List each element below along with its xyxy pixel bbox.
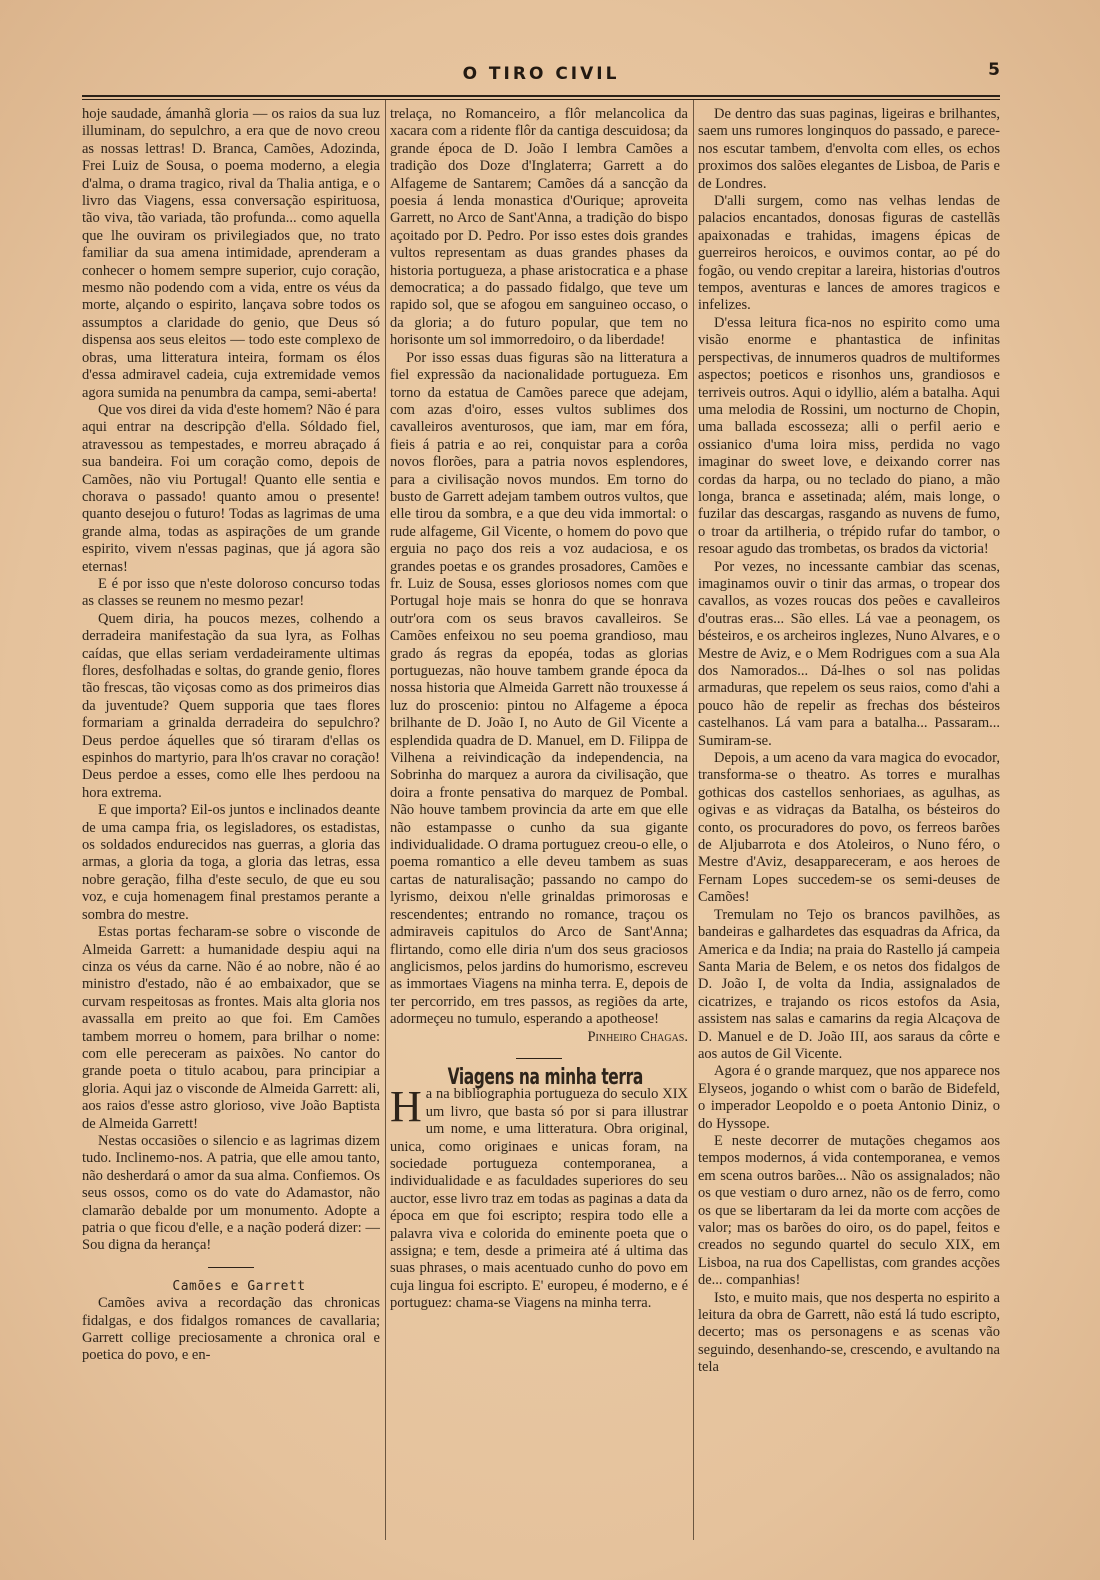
drop-cap: H [390, 1082, 422, 1132]
paragraph: Que vos direi da vida d'este homem? Não é para aqui entrar na descripção d'ella. Sóldado fiel, atravessou as tempestades, e morreu abraçado á sua bandeira. Foi um coração como, depois de Camões, não viu Portugal! Quanto elle sentia e chorava o passado! quanto amou o presente! quanto desejou o futuro! Todas as lagrimas de uma grande alma, todas as aspirações de um grande espirito, vivem n'essas paginas, que já agora são eternas! [82, 401, 380, 575]
paragraph: E que importa? Eil-os juntos e inclinados deante de uma campa fria, os legisladores, os estadistas, os soldados endurecidos nas guerras, a gloria das armas, a gloria da toga, a gloria das letras, essa nobre geração, filha d'este seculo, de que eu sou voz, e cuja homenagem final prestamos perante a sombra do mestre. [82, 802, 380, 923]
header-rule [82, 95, 1000, 97]
paragraph: Por isso essas duas figuras são na litteratura a fiel expressão da nacionalidade portugueza. Em torno da estatua de Camões parece que adejam, com azas d'oiro, esses vultos sublimes dos cavalleiros aventurosos, que iam, mar em fóra, fieis á patria e ao rei, conquistar para a corôa novos florões, para a patria novos esplendores, para a civilisação novos mundos. Em torno do busto de Garrett adejam tambem outros vultos, que elle tirou da sombra, e a que deu vida immortal: o rude alfageme, Gil Vicente, o homem do povo que erguia no paço dos reis a voz audaciosa, e os grandes poetas e os grandes prosadores, Camões e fr. Luiz de Sousa, esses gloriosos nomes com que Portugal hoje mais se honra do que se honrava outr'ora com os seus bravos cavalleiros. Se Camões enfeixou no seu poema grandioso, mau grado ás regras da epopéa, todas as glorias portuguezas, não houve tambem grande época da nossa historia que Almeida Garrett não trouxesse á luz do proscenio: pintou no Alfageme a época brilhante de D. João I, no Auto de Gil Vicente a esplendida quadra de D. Manuel, em D. Filippa de Vilhena a reivindicação da independencia, na Sobrinha do marquez a aurora da civilisação, que doira a fronte pensativa do marquez de Pombal. Não houve tambem provincia da arte em que elle não estampasse o cunho da sua gigante individualidade. O drama portuguez creou-o elle, o poema romantico a elle deveu tambem as suas cartas de naturalisação; passando no campo do lyrismo, deixou n'elle grinaldas primorosas e rescendentes; entrando no romance, traçou os admiraveis capitulos do Arco de Sant'Anna; flirtando, como elle diria n'um dos seus graciosos anglicismos, pelos jardins do humorismo, escreveu as immortaes Viagens na minha terra. E, depois de ter percorrido, em tres passos, as regiões da arte, adormeçeu no tumulo, esperando a apotheose! [390, 349, 688, 1028]
section-heading: Camões e Garrett [172, 1278, 306, 1294]
paragraph: De dentro das suas paginas, ligeiras e brilhantes, saem uns rumores longinquos do passado, e parece-nos escutar tambem, d'envolta com elles, os echos proximos dos salões elegantes de Lisboa, de Paris e de Londres. [698, 106, 1000, 192]
newspaper-title: O TIRO CIVIL [462, 64, 620, 84]
paragraph-text: a na bibliographia portugueza do seculo XIX um livro, que basta só por si para illustrar um nome, e uma litteratura. Obra original, unica, como originaes e unicas foram, na sociedade portugueza contemporanea, a individualidade e as faculdades superiores do seu auctor, esse livro traz em todas as paginas a data da época em que foi escripto; respira todo elle a palavra viva e colorida do eminente poeta que o assigna; e tem, desde a primeira até á ultima das suas phrases, o mais acentuado cunho do povo em cuja lingua foi escripto. E' europeu, é moderno, e é portuguez: chama-se Viagens na minha terra. [390, 1086, 688, 1312]
section-divider [208, 1267, 254, 1268]
paragraph: hoje saudade, ámanhã gloria — os raios da sua luz illuminam, do sepulchro, a era que de novo creou as nossas lettras! D. Branca, Camões, Adozinda, Frei Luiz de Sousa, o poema moderno, a elegia d'alma, o drama tragico, rival da Thalia antiga, e o livro das Viagens, essa conversação espirituosa, tão viva, tão variada, tão profunda... como aquella que lhe ouviram os privilegiados que, no trato familiar da sua amena intimidade, aprenderam a conhecer o homem sempre superior, cujo coração, mesmo não podendo com a vida, entre os véus da morte, alçando o espirito, lançava sobre todos os assumptos a claridade do genio, que Deus só dispensa aos seus eleitos — todo este complexo de obras, uma litteratura inteira, formam os élos d'essa admiravel cadeia, cuja extremidade vemos agora sumida na penumbra da campa, semi-aberta! [82, 106, 380, 401]
paragraph: Camões aviva a recordação das chronicas fidalgas, e dos fidalgos romances de cavallaria; Garrett collige preciosamente a chronica oral e poetica do povo, e en- [82, 1295, 380, 1364]
page-header [82, 58, 1000, 92]
paragraph: trelaça, no Romanceiro, a flôr melancolica da xacara com a ridente flôr da cantiga descuidosa; da grande época de D. João I lembra Camões a tradição dos Doze d'Inglaterra; Garrett a do Alfageme de Santarem; Camões dá a sancção da poesia á lenda monastica d'Ourique; aproveita Garrett, no Arco de Sant'Anna, a tradição do bispo açoitado por D. Pedro. Por isso estes dois grandes vultos representam as duas grandes phases da historia portugueza, a phase aristocratica e a phase democratica; a do passado fidalgo, que teve um rapido sol, que se afogou em sanguineo occaso, o da gloria; a do futuro popular, que tem no horisonte um sol immorredoiro, o da liberdade! [390, 106, 688, 349]
paragraph: Nestas occasiões o silencio e as lagrimas dizem tudo. Inclinemo-nos. A patria, que elle amou tanto, não desherdará o amor da sua alma. Confiemos. Os seus ossos, como os do vate do Adamastor, não clamarão debalde por um monumento. Adopte a patria o que ficou d'elle, e a nação poderá dizer: — Sou digna da herança! [82, 1132, 380, 1254]
paragraph: D'essa leitura fica-nos no espirito como uma visão enorme e phantastica de infinitas perspectivas, de innumeros quadros de multiformes aspectos; poeticos e risonhos uns, grandiosos e terriveis outros. Aqui o idyllio, além a batalha. Aqui uma melodia de Rossini, um nocturno de Chopin, uma ballada escosseza; alli o perfil aerio e ossianico d'uma loira miss, perdida no vago imaginar do sweet love, e deixando correr nas cordas da harpa, ou no teclado do piano, a mão longa, branca e assetinada; além, mais longe, o fuzilar das descargas, rasgando as nuvens de fumo, o troar da artilheria, o trépido rufar do tambor, o resoar agudo das trombetas, os brados da victoria! [698, 314, 1000, 558]
page-number: 5 [988, 60, 1000, 80]
paragraph: E é por isso que n'este doloroso concurso todas as classes se reunem no mesmo pezar! [82, 575, 380, 610]
paragraph [390, 1082, 688, 1312]
article-heading: Viagens na minha terra [447, 1064, 643, 1090]
paragraph: Depois, a um aceno da vara magica do evocador, transforma-se o theatro. As torres e muralhas gothicas dos castellos senhoriaes, as agulhas, as ogivas e as vidraças da Batalha, os bésteiros do conto, os procuradores do povo, os ferreos barões de Aljubarrota e dos Atoleiros, o Nuno féro, o Mestre d'Aviz, desappareceram, e aos heroes de Fernam Lopes succedem-se os semi-deuses de Camões! [698, 750, 1000, 906]
paragraph: Isto, e muito mais, que nos desperta no espirito a leitura da obra de Garrett, não está lá tudo escripto, decerto; mas os personagens e as scenas vão seguindo, desenhando-se, crescendo, e avultando na tela [698, 1289, 1000, 1376]
column-divider [385, 100, 386, 1540]
paragraph: Tremulam no Tejo os brancos pavilhões, as bandeiras e galhardetes das esquadras da Africa, da America e da India; na praia do Rastello já campeia Santa Maria de Belem, e os netos dos fidalgos de D. João I, de volta da India, assignalados de cicatrizes, e trajando os ricos estofos da Asia, assistem nas salas e camarins da regia Alcaçova de D. Manuel e de D. João III, aos saraus da côrte e aos autos de Gil Vicente. [698, 906, 1000, 1062]
paragraph: E neste decorrer de mutações chegamos aos tempos modernos, á vida contemporanea, e vemos em scena outros barões... Não os assignalados; não os que vestiam o duro arnez, não os de ferro, como os que se libertaram da lei da morte com acções de valor; mas os barões do oiro, os do papel, feitos e creados no segundo quartel do seculo XIX, em Lisboa, na rua dos Capellistas, com grandes acções de... companhias! [698, 1132, 1000, 1289]
paragraph: Estas portas fecharam-se sobre o visconde de Almeida Garrett: a humanidade despiu aqui na cinza os véus da carne. Não é ao nobre, não é ao ministro d'estado, não é ao embaixador, que se curvam respeitosas as frontes. Mais alta gloria nos avassalla em preito ao que foi. Em Camões tambem morreu o homem, para brilhar o nome: com elle pereceram as paixões. No cantor do grande poeta o titulo acabou, para principiar a gloria. Aqui jaz o visconde de Almeida Garrett: ali, aos raios d'esse astro glorioso, vive João Baptista de Almeida Garrett! [82, 924, 380, 1132]
author-signature: Pinheiro Chagas. [587, 1028, 688, 1045]
section-divider [516, 1058, 562, 1059]
paragraph: Agora é o grande marquez, que nos apparece nos Elyseos, jogando o whist com o barão de Bidefeld, o imperador Leopoldo e o poeta Antonio Diniz, o do Hyssope. [698, 1063, 1000, 1132]
column-3 [698, 106, 1000, 1544]
column-1 [82, 106, 380, 1544]
paragraph: Quem diria, ha poucos mezes, colhendo a derradeira manifestação da sua lyra, as Folhas caídas, que ellas seriam verdadeiramente ultimas flores, desfolhadas e soltas, do grande genio, flores tão frescas, tão viçosas como as dos primeiros dias da juventude? Quem supporia que taes flores formariam a grinalda derradeira do sepulchro? Deus perdoe áquelles que só tiraram d'ellas os espinhos do martyrio, para lh'os cravar no coração! Deus perdoe a esses, como elle lhes perdoou na hora extrema. [82, 610, 380, 801]
header-rule-thin [82, 99, 1000, 100]
paragraph: D'alli surgem, como nas velhas lendas de palacios encantados, donosas figuras de castellãs apaixonadas e trahidas, imagens épicas de guerreiros heroicos, e ouvimos contar, ao pé do fogão, ou vendo crepitar a lareira, historias d'outros tempos, aventuras e lances de amores tragicos e infelizes. [698, 193, 1000, 314]
column-divider [693, 100, 694, 1540]
column-2 [390, 106, 688, 1544]
paragraph: Por vezes, no incessante cambiar das scenas, imaginamos ouvir o tinir das armas, o tropear dos cavallos, as vozes roucas dos peões e cavalleiros d'outras eras... São elles. Lá vae a peonagem, os bésteiros, e os archeiros inglezes, Nuno Alvares, e o Mestre de Aviz, e o Mem Rodrigues com a sua Ala dos Namorados... Dá-lhes o sol nas polidas armaduras, que repelem os seus raios, como d'ahi a pouco hão de repelir as frechas dos bésteiros castelhanos. Lá vam para a batalha... Passaram... Sumiram-se. [698, 558, 1000, 749]
